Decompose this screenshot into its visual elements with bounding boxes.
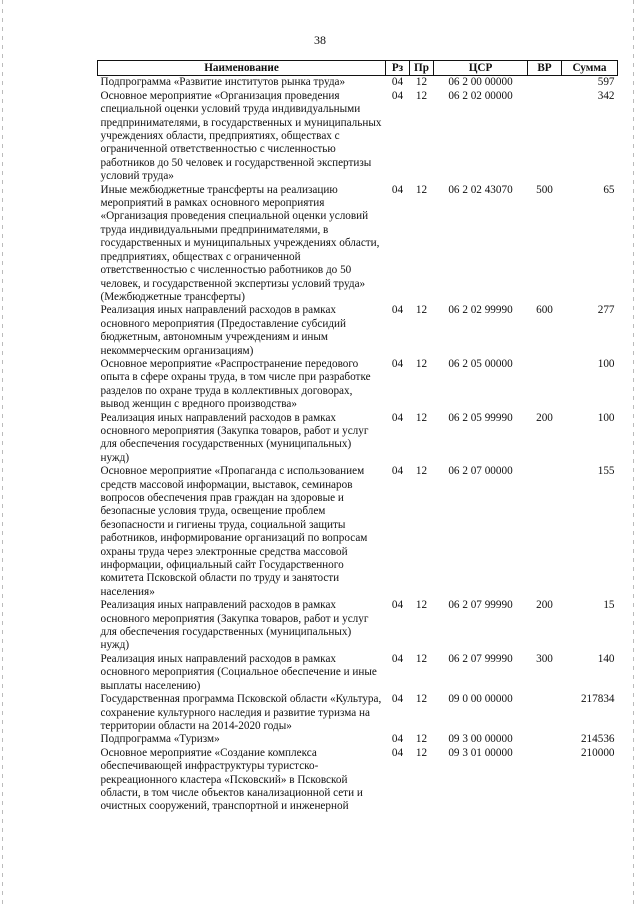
cell-rz: 04 [391,599,404,612]
table-row [98,358,618,412]
table-header [98,61,618,76]
cell-rz: 04 [391,693,404,706]
cell-sum: 155 [597,465,615,478]
cell-name: Основное мероприятие «Распространение передового опыта в сфере охраны труда, в том числе при разработке разделов по охране труда в коллективных договорах, вывод женщин с вредного производства» [100,357,371,411]
cell-name: Основное мероприятие «Пропаганда с использованием средств массовой информации, выставок, семинаров вопросов обеспечения прав граждан на здоровые и безопасные условия труда, освещение проблем безопасности и гигиены труда, социальной защиты работников, информирование организаций по вопросам охраны труда через электронные средства массовой информации, официальный сайт Государственного комитета Псковской области по труду и занятости населения» [100,465,368,598]
cell-csr: 09 3 01 00000 [448,746,513,759]
cell-csr: 09 0 00 00000 [448,693,513,706]
cell-pr: 12 [415,652,428,665]
cell-sum: 15 [603,599,615,612]
page-number: 38 [314,33,326,47]
cell-name: Подпрограмма «Туризм» [100,733,220,746]
cell-csr: 06 2 02 00000 [448,89,513,102]
column-header-name: Наименование [98,61,386,76]
cell-csr: 09 3 00 00000 [448,733,513,746]
budget-table [97,60,618,814]
cell-sum: 65 [603,183,615,196]
table-row [98,90,618,184]
cell-sum: 597 [597,76,615,89]
cell-sum: 217834 [580,693,615,706]
cell-csr: 06 2 02 99990 [448,304,513,317]
cell-name: Реализация иных направлений расходов в рамках основного мероприятия (Закупка товаров, работ и услуг для обеспечения государственных (муниципальных) нужд) [100,411,369,464]
cell-csr: 06 2 07 99990 [448,652,513,665]
table-row [98,599,618,653]
cell-sum: 277 [597,304,615,317]
cell-vr [528,693,562,733]
cell-name: Реализация иных направлений расходов в рамках основного мероприятия (Закупка товаров, работ и услуг для обеспечения государственных (муниципальных) нужд) [100,599,369,652]
table-body [98,76,618,814]
cell-name: Реализация иных направлений расходов в рамках основного мероприятия (Социальное обеспечение и иные выплаты населению) [100,652,377,692]
table-row [98,733,618,746]
table-row [98,653,618,693]
table-row [98,693,618,733]
cell-vr: 600 [536,304,553,317]
column-header-csr: ЦСР [434,61,528,76]
cell-pr: 12 [415,357,428,370]
cell-rz: 04 [391,465,404,478]
cell-name: Подпрограмма «Развитие институтов рынка труда» [100,76,346,89]
cell-pr: 12 [415,89,428,102]
cell-pr: 12 [415,411,428,424]
cell-vr: 200 [536,411,553,424]
cell-rz: 04 [391,304,404,317]
cell-vr: 200 [536,599,553,612]
cell-csr: 06 2 05 99990 [448,411,513,424]
cell-pr: 12 [415,693,428,706]
cell-pr: 12 [415,599,428,612]
cell-sum: 100 [597,357,615,370]
cell-pr: 12 [415,304,428,317]
cell-csr: 06 2 07 99990 [448,599,513,612]
cell-pr: 12 [415,746,428,759]
cell-name: Основное мероприятие «Организация проведения специальной оценки условий труда индивидуальными предпринимателями, в государственных и муниципальных учреждениях области, предприятиях, обществах с ограниченной ответственностью с численностью работников до 50 человек и государственной экспертизы условий труда» [100,89,382,183]
table-row [98,184,618,305]
cell-rz: 04 [391,183,404,196]
table-row [98,76,618,90]
cell-pr: 12 [415,183,428,196]
column-header-sum: Сумма [562,61,618,76]
column-header-vr: ВР [528,61,562,76]
cell-rz: 04 [391,76,404,89]
cell-sum: 210000 [580,746,615,759]
cell-vr [528,747,562,814]
cell-vr [528,90,562,184]
cell-rz: 04 [391,357,404,370]
cell-sum: 342 [597,89,615,102]
cell-rz: 04 [391,746,404,759]
cell-csr: 06 2 00 00000 [448,76,513,89]
cell-vr: 300 [536,652,553,665]
table-row [98,747,618,814]
cell-rz: 04 [391,733,404,746]
cell-rz: 04 [391,89,404,102]
cell-rz: 04 [391,411,404,424]
cell-sum: 140 [597,652,615,665]
cell-csr: 06 2 05 00000 [448,357,513,370]
cell-name: Реализация иных направлений расходов в рамках основного мероприятия (Предоставление субсидий бюджетным, автономным учреждениям и иным некоммерческим организациям) [100,304,346,357]
cell-pr: 12 [415,733,428,746]
cell-pr: 12 [415,465,428,478]
cell-rz: 04 [391,652,404,665]
cell-vr [528,358,562,412]
table-row [98,412,618,466]
column-header-rz: Рз [386,61,410,76]
table-row [98,465,618,599]
table-row [98,304,618,358]
column-header-pr: Пр [410,61,434,76]
cell-csr: 06 2 07 00000 [448,465,513,478]
scan-edge-left [2,0,3,905]
cell-name: Государственная программа Псковской области «Культура, сохранение культурного наследия и развитие туризма на территории области на 2014-2020 годы» [100,693,382,732]
cell-vr [528,733,562,746]
cell-name: Иные межбюджетные трансферты на реализацию мероприятий в рамках основного мероприятия «Организация проведения специальной оценки условий труда индивидуальными предпринимателями, в государственных и муниципальных учреждениях области, предприятиях, обществах с ограниченной ответственностью с численностью работников до 50 человек, и государственной экспертизы условий труда» (Межбюджетные трансферты) [100,183,380,303]
cell-sum: 214536 [580,733,615,746]
cell-pr: 12 [415,76,428,89]
cell-csr: 06 2 02 43070 [448,183,513,196]
cell-sum: 100 [597,411,615,424]
cell-name: Основное мероприятие «Создание комплекса обеспечивающей инфраструктуры туристско-рекреационного кластера «Псковский» в Псковской области, в том числе объектов канализационной сети и очистных сооружений, транспортной и инженерной [100,746,363,813]
scan-edge-right [633,0,634,905]
cell-vr [528,465,562,599]
cell-vr [528,76,562,90]
cell-vr: 500 [536,183,553,196]
